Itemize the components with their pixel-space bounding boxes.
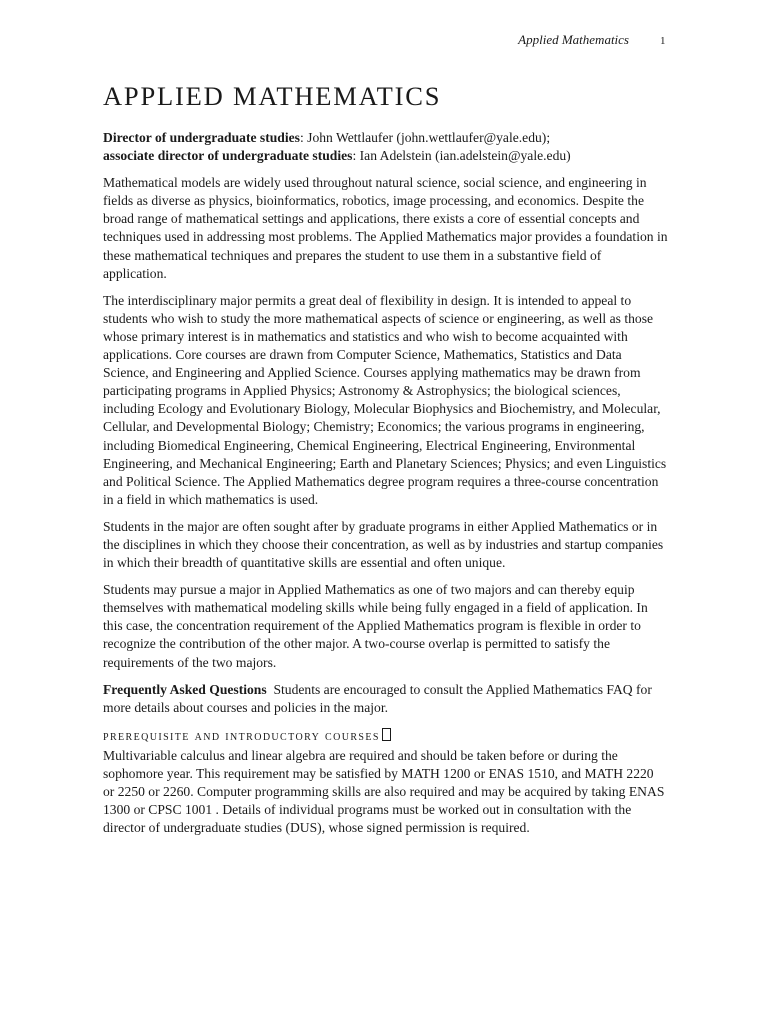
faq-text: Students are encouraged to consult the Applied Mathematics FAQ for more details about courses and policies in the major. (103, 681, 652, 715)
adus-label: associate director of undergraduate studies (103, 148, 353, 164)
paragraph-double-major: Students may pursue a major in Applied Mathematics as one of two majors and can thereby equip themselves with mathematical modeling skills while being fully engaged in a field of application. In this case, the concentration requirement of the Applied Mathematics program is flexible in order to recognize the contribution of the other major. A two-course overlap is permitted to satisfy the requirements of the two majors. (103, 582, 648, 670)
running-header (0, 31, 768, 49)
page-number: 1 (660, 35, 666, 47)
main-content (103, 80, 668, 846)
paragraph-interdisciplinary: The interdisciplinary major permits a great deal of flexibility in design. It is intended to appeal to students who wish to study the more mathematical aspects of science or engineering, as well as those whose primary interest is in mathematics and statistics and who wish to become acquainted with applications. Core courses are drawn from Computer Science, Mathematics, Statistics and Data Science, and Engineering and Applied Science. Courses applying mathematics may be drawn from participating programs in Applied Physics; Astronomy & Astrophysics; the biological sciences, including Ecology and Evolutionary Biology, Molecular Biophysics and Biochemistry, and Molecular, Cellular, and Developmental Biology; Chemistry; Economics; the various programs in engineering, including Biomedical Engineering, Chemical Engineering, Electrical Engineering, Environmental Engineering, and Mechanical Engineering; Earth and Planetary Sciences; Physics; and even Linguistics and Political Science. The Applied Mathematics degree program requires a three-course concentration in a field in which mathematics is used. (103, 292, 667, 507)
running-title: Applied Mathematics (518, 32, 629, 47)
paragraph-intro: Mathematical models are widely used throughout natural science, social science, and engineering in fields as diverse as physics, bioinformatics, robotics, image processing, and economics. Despite the broad range of mathematical settings and applications, there exists a core of essential concepts and techniques used in addressing most problems. The Applied Mathematics major provides a foundation in these mathematical techniques and prepares the student to use them in a substantive field of application. (103, 175, 668, 281)
directors-info (103, 129, 668, 165)
prerequisite-heading (103, 727, 668, 745)
dus-label: Director of undergraduate studies (103, 130, 300, 145)
paragraph-graduate-programs: Students in the major are often sought after by graduate programs in either Applied Mathematics or in the disciplines in which they choose their concentration, as well as by industries and startup companies in which their breadth of quantitative skills are essential and often unique. (103, 518, 664, 571)
faq-paragraph (103, 681, 668, 717)
dus-text: : John Wettlaufer (john.wettlaufer@yale.edu); (299, 130, 551, 145)
page-title: APPLIED MATHEMATICS (103, 81, 442, 111)
adus-text: : Ian Adelstein (ian.adelstein@yale.edu) (352, 148, 571, 164)
prerequisite-paragraph: Multivariable calculus and linear algebra are required and should be taken before or during the sophomore year. This requirement may be satisfied by MATH 1200 or ENAS 1510, and MATH 2220 or 2250 or 2260. Computer programming skills are also required and may be acquired by taking ENAS 1300 or CPSC 1001 . Details of individual programs must be worked out in consultation with the director of undergraduate studies (DUS), whose signed permission is required. (103, 747, 665, 836)
missing-glyph-box-icon (382, 728, 391, 741)
prerequisite-heading-text: prerequisite and introductory courses (103, 727, 380, 743)
faq-label: Frequently Asked Questions (103, 681, 267, 697)
